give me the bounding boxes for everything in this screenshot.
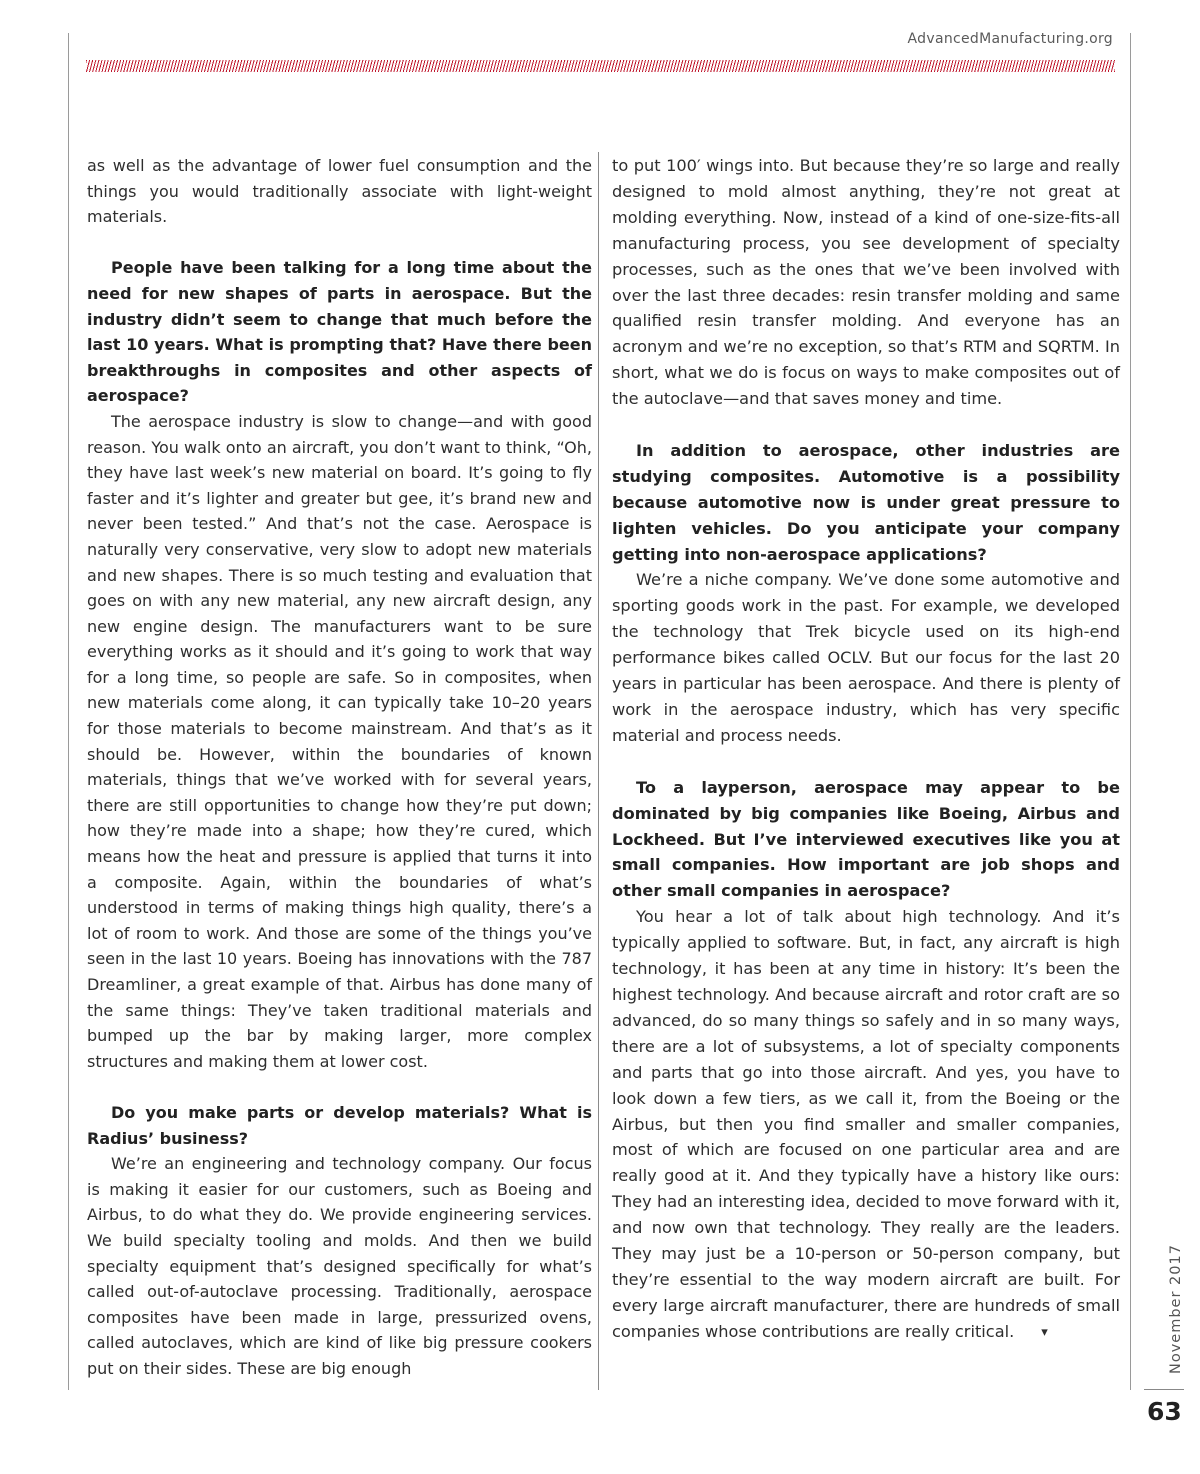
paragraph-continued: to put 100′ wings into. But because they’re so large and really designed to mold almost anything, they’re not great at molding everything. Now, instead of a kind of one-size-fits-all manufacturing process, you see development of specialty processes, such as the ones that we’ve been involved with over the last three decades: resin transfer molding and same qualified resin transfer molding. And everyone has an acronym and we’re no exception, so that’s RTM and SQRTM. In short, what we do is focus on ways to make composites out of the autoclave—and that saves money and time. [612,156,1120,409]
site-url: AdvancedManufacturing.org [907,31,1113,47]
column-divider [598,152,599,1390]
issue-date: November 2017 [1168,1244,1184,1374]
interview-question: Do you make parts or develop materials? What is Radius’ business? [87,1102,592,1148]
page-number: 63 [1147,1397,1182,1426]
interview-question: In addition to aerospace, other industries are studying composites. Automotive is a possibility because automotive now is under great pressure to lighten vehicles. Do you anticipate your company getting into non-aerospace applications? [612,440,1120,564]
page-number-rule [1144,1389,1184,1390]
paragraph-continued: as well as the advantage of lower fuel consumption and the things you would traditionally associate with light-weight materials. [87,156,592,227]
right-margin-rule [1130,33,1131,1390]
header-hatch-bar [86,60,1115,72]
interview-answer-final [612,904,1120,1345]
interview-question: To a layperson, aerospace may appear to be dominated by big companies like Boeing, Airbus and Lockheed. But I’ve interviewed executives like you at small companies. How important are job shops and other small companies in aerospace? [612,777,1120,901]
interview-answer: The aerospace industry is slow to change—and with good reason. You walk onto an aircraft, you don’t want to think, “Oh, they have last week’s new material on board. It’s going to fly faster and it’s lighter and greater but gee, it’s brand new and never been tested.” And that’s not the case. Aerospace is naturally very conservative, very slow to adopt new materials and new shapes. There is so much testing and evaluation that goes on with any new material, any new aircraft design, any new engine design. The manufacturers want to be sure everything works as it should and it’s going to work that way for a long time, so people are safe. So in composites, when new materials come along, it can typically take 10–20 years for those materials to become mainstream. And that’s as it should be. However, within the boundaries of known materials, things that we’ve worked with for several years, there are still opportunities to change how they’re put down; how they’re made into a shape; how they’re cured, which means how the heat and pressure is applied that turns it into a composite. Again, within the boundaries of what’s understood in terms of making things high quality, there’s a lot of room to work. And those are some of the things you’ve seen in the last 10 years. Boeing has innovations with the 787 Dreamliner, a great example of that. Airbus has done many of the same things: They’ve taken traditional materials and bumped up the bar by making larger, more complex structures and making them at lower cost. [87,411,592,1071]
interview-answer: We’re a niche company. We’ve done some automotive and sporting goods work in the past. For example, we developed the technology that Trek bicycle used on its high-end performance bikes called OCLV. But our focus for the last 20 years in particular has been aerospace. And there is plenty of work in the aerospace industry, which has very specific material and process needs. [612,570,1120,745]
left-margin-rule [68,33,69,1390]
final-answer-text: You hear a lot of talk about high technology. And it’s typically applied to software. But, in fact, any aircraft is high technology, it has been at any time in history: It’s been the highest technology. And because aircraft and rotor craft are so advanced, do so many things so safely and in so many ways, there are a lot of subsystems, a lot of specialty components and parts that go into those aircraft. And yes, you have to look down a few tiers, as we call it, from the Boeing or the Airbus, but then you find smaller and smaller companies, most of which are focused on one particular area and are really good at it. And they typically have a history like ours: They had an interesting idea, decided to move forward with it, and now own that technology. They really are the leaders. They may just be a 10-person or 50-person company, but they’re essential to the way modern aircraft are built. For every large aircraft manufacturer, there are hundreds of small companies whose contributions are really critical. [612,907,1120,1341]
left-column [87,153,592,1382]
interview-answer: We’re an engineering and technology company. Our focus is making it easier for our customers, such as Boeing and Airbus, to do what they do. We provide engineering services. We build specialty tooling and molds. And then we build specialty equipment that’s designed specifically for what’s called out-of-autoclave processing. Traditionally, aerospace composites have been made in large, pressurized ovens, called autoclaves, which are kind of like big pressure cookers put on their sides. These are big enough [87,1154,592,1378]
wifi-end-mark-icon: ▾ [1041,1324,1048,1340]
interview-question: People have been talking for a long time about the need for new shapes of parts in aerospace. But the industry didn’t seem to change that much before the last 10 years. What is prompting that? Have there been breakthroughs in composites and other aspects of aerospace? [87,258,592,406]
right-column [612,153,1120,1346]
